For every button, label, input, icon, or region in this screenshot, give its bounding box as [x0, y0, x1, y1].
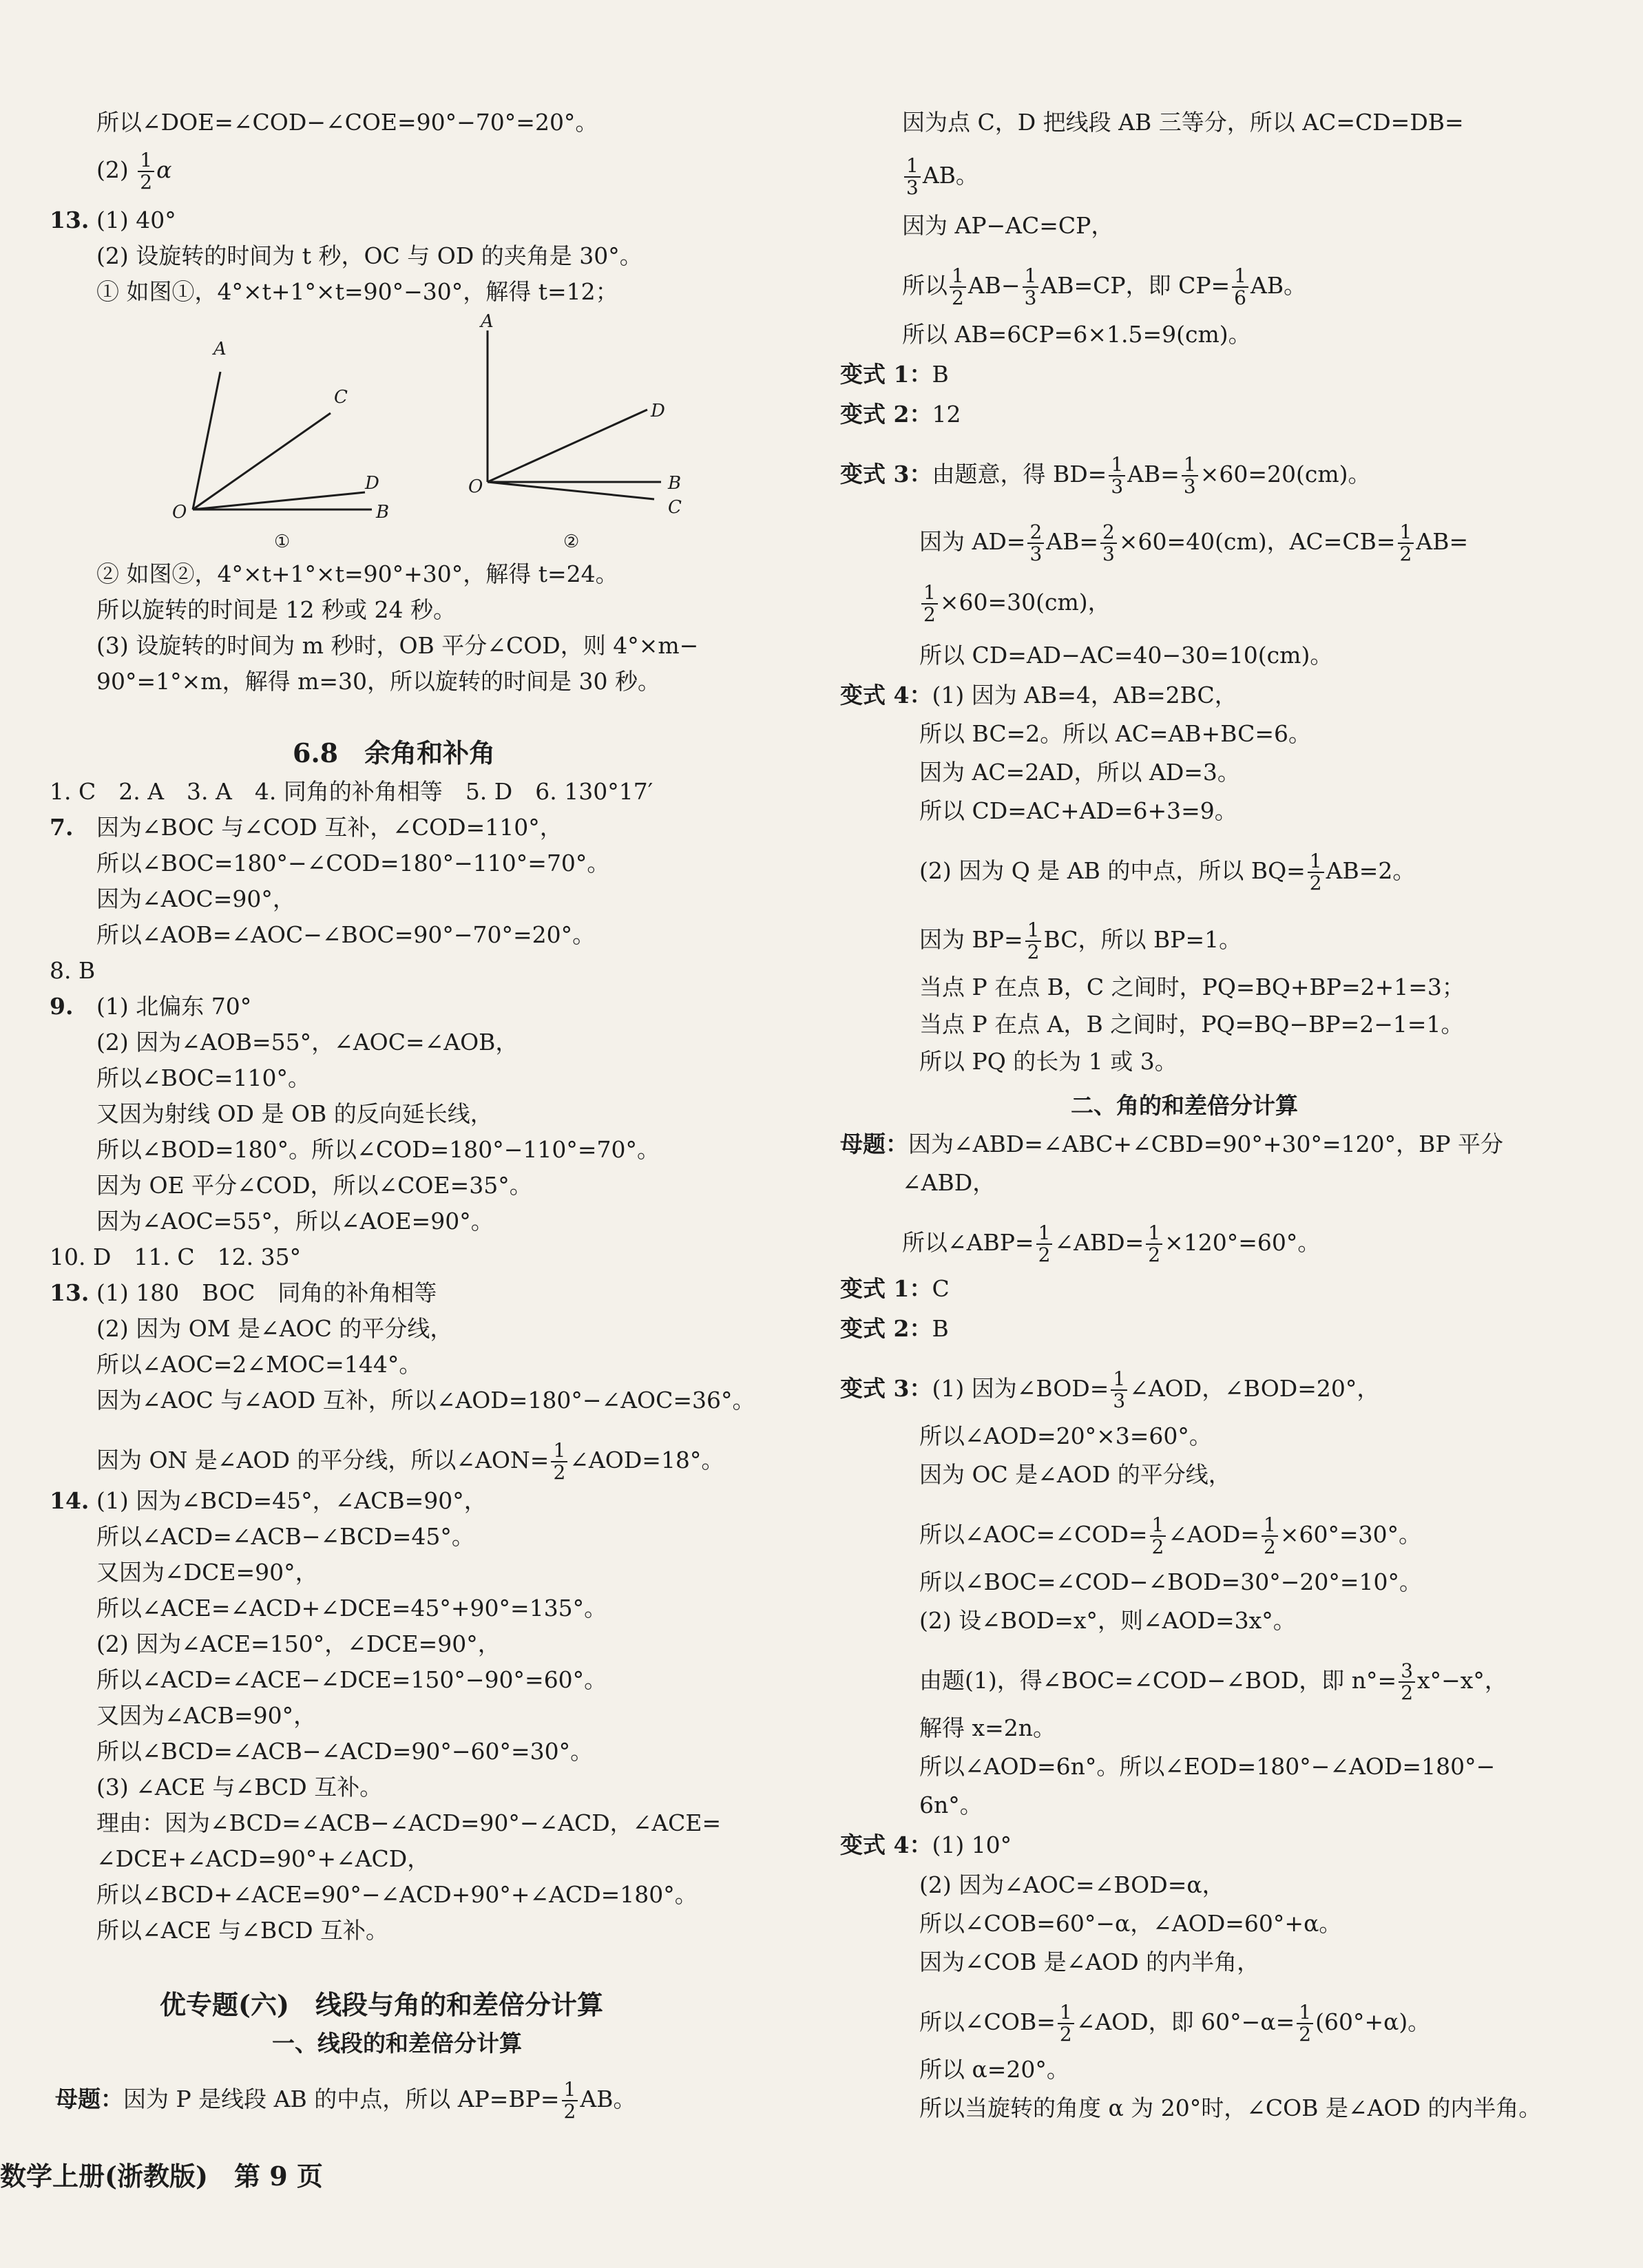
text-span: α — [156, 156, 172, 183]
text-line — [840, 1129, 1503, 1159]
text-line: (2) 因为∠AOB=55°，∠AOC=∠AOB， — [96, 1029, 519, 1056]
text-line: 所以∠AOB=∠AOC−∠BOC=90°−70°=20°。 — [96, 921, 596, 948]
denominator: 3 — [1102, 543, 1115, 565]
text-line: 又因为射线 OD 是 OB 的反向延长线， — [96, 1100, 493, 1127]
numerator: 1 — [950, 266, 966, 288]
text-line — [919, 851, 1415, 894]
numerator: 1 — [1262, 1515, 1278, 1537]
denominator: 6 — [1234, 286, 1246, 309]
numerator: 1 — [1058, 2002, 1074, 2024]
label: 变式 1： — [840, 1275, 932, 1302]
text-line: 10. D 11. C 12. 35° — [50, 1243, 302, 1270]
section-title: 优专题(六) 线段与角的和差倍分计算 — [160, 1989, 603, 2020]
text-span: AB。 — [580, 2086, 636, 2112]
text-line — [840, 1274, 950, 1304]
subsection-title: 一、线段的和差倍分计算 — [272, 2030, 522, 2057]
denominator: 2 — [952, 286, 964, 309]
text-span: BC，所以 BP=1。 — [1043, 926, 1242, 953]
text-line: 所以∠AOD=6n°。所以∠EOD=180°−∠AOD=180°− — [919, 1753, 1496, 1780]
numerator: 1 — [1023, 266, 1039, 288]
fraction — [1232, 266, 1248, 308]
text-span: 因为 ON 是∠AOD 的平分线，所以∠AON= — [96, 1447, 550, 1473]
numerator: 1 — [138, 150, 154, 172]
text-line — [902, 266, 1306, 308]
figure-1 — [158, 324, 434, 551]
text-span: AB=CP，即 CP= — [1040, 272, 1231, 299]
text-span: C — [932, 1275, 950, 1302]
text-line: 所以∠ACD=∠ACB−∠BCD=45°。 — [96, 1523, 474, 1550]
text-span: 因为∠ABD=∠ABC+∠CBD=90°+30°=120°，BP 平分 — [908, 1131, 1504, 1157]
text-line — [840, 680, 1237, 711]
text-line: 因为∠BOC 与∠COD 互补，∠COD=110°， — [96, 814, 563, 841]
text-line: ∠DCE+∠ACD=90°+∠ACD， — [96, 1845, 430, 1872]
numerator: 1 — [551, 1440, 567, 1462]
fraction — [562, 2079, 578, 2122]
text-span: (2) 因为 Q 是 AB 的中点，所以 BQ= — [919, 857, 1306, 884]
fraction — [1262, 1515, 1278, 1557]
subsection-title: 二、角的和差倍分计算 — [1071, 1092, 1298, 1119]
text-line: 又因为∠DCE=90°， — [96, 1559, 318, 1586]
numerator: 1 — [562, 2079, 578, 2101]
text-span: 因为 AD= — [919, 528, 1026, 555]
label-C: C — [334, 387, 348, 408]
fraction — [950, 266, 966, 308]
label-O: O — [172, 502, 187, 523]
fraction — [1398, 522, 1414, 565]
text-span: x°−x°， — [1417, 1667, 1507, 1694]
question-number: 7. — [50, 814, 74, 841]
label-A: A — [481, 313, 494, 332]
section-title: 6.8 余角和补角 — [293, 737, 496, 768]
page-footer: 数学上册(浙教版) 第 9 页 — [0, 2161, 323, 2192]
label: 变式 2： — [840, 401, 932, 428]
denominator: 2 — [553, 1461, 566, 1484]
denominator: 2 — [1038, 1243, 1051, 1266]
denominator: 3 — [1024, 286, 1037, 309]
text-line: 90°=1°×m，解得 m=30，所以旋转的时间是 30 秒。 — [96, 668, 660, 695]
denominator: 2 — [1309, 872, 1322, 894]
label-B: B — [668, 473, 682, 494]
label-O: O — [468, 476, 483, 497]
label-C: C — [668, 497, 682, 518]
label: 变式 2： — [840, 1315, 932, 1342]
text-span: ∠AOD= — [1168, 1521, 1259, 1548]
text-span: ×60=20(cm)。 — [1200, 461, 1371, 487]
text-span: 因为 P 是线段 AB 的中点，所以 AP=BP= — [123, 2086, 560, 2112]
label-D: D — [365, 473, 379, 494]
text-span: B — [932, 1315, 949, 1342]
fraction — [1023, 266, 1039, 308]
fraction — [921, 582, 938, 625]
denominator: 2 — [563, 2100, 576, 2123]
question-number: 13. — [50, 1279, 90, 1306]
text-span: 所以∠AOC=∠COD= — [919, 1521, 1148, 1548]
text-line: 所以旋转的时间是 12 秒或 24 秒。 — [96, 596, 456, 623]
text-span: 所以∠COB= — [919, 2008, 1056, 2035]
text-line: 1. C 2. A 3. A 4. 同角的补角相等 5. D 6. 130°17′ — [50, 778, 653, 805]
text-span: AB。 — [922, 162, 979, 189]
question-number: 9. — [50, 993, 74, 1020]
label: 母题： — [55, 2086, 123, 2112]
denominator: 2 — [1399, 543, 1412, 565]
denominator: 2 — [1148, 1243, 1161, 1266]
numerator: 1 — [1150, 1515, 1166, 1537]
fraction — [1058, 2002, 1074, 2045]
figure-caption: ① — [274, 532, 291, 551]
text-span: ∠ABD= — [1054, 1229, 1144, 1256]
text-line: (2) 设∠BOD=x°，则∠AOD=3x°。 — [919, 1607, 1296, 1634]
numerator: 1 — [1182, 454, 1198, 476]
text-line: 理由：因为∠BCD=∠ACB−∠ACD=90°−∠ACD，∠ACE= — [96, 1809, 722, 1836]
numerator: 1 — [1297, 2002, 1313, 2024]
text-line: 解得 x=2n。 — [919, 1714, 1056, 1741]
fraction — [138, 150, 154, 193]
fraction — [1111, 1369, 1127, 1411]
numerator: 1 — [1036, 1223, 1053, 1245]
text-span: ×60=40(cm)，AC=CB= — [1118, 528, 1396, 555]
text-line: 8. B — [50, 957, 96, 984]
figure-2 — [448, 313, 716, 551]
text-line: 所以当旋转的角度 α 为 20°时，∠COB 是∠AOD 的内半角。 — [919, 2094, 1542, 2121]
fraction — [1027, 522, 1044, 565]
text-line — [55, 2079, 636, 2122]
fraction — [551, 1440, 567, 1483]
text-span: ∠AOD，即 60°−α= — [1076, 2008, 1295, 2035]
text-span: 所以 — [902, 272, 948, 299]
numerator: 1 — [1232, 266, 1248, 288]
text-span: 因为 BP= — [919, 926, 1023, 953]
denominator: 3 — [906, 176, 919, 199]
numerator: 1 — [1111, 1369, 1127, 1391]
text-span: (60°+α)。 — [1315, 2008, 1431, 2035]
text-line — [840, 454, 1371, 497]
text-line: 当点 P 在点 A，B 之间时，PQ=BQ−BP=2−1=1。 — [919, 1011, 1464, 1038]
fraction — [1182, 454, 1198, 497]
text-line: 所以 PQ 的长为 1 或 3。 — [919, 1048, 1178, 1075]
question-number: 14. — [50, 1487, 90, 1514]
denominator: 2 — [1151, 1535, 1164, 1558]
text-line: 所以 CD=AC+AD=6+3=9。 — [919, 797, 1237, 824]
fraction — [1109, 454, 1125, 497]
text-span: 由题(1)，得∠BOC=∠COD−∠BOD，即 n°= — [919, 1667, 1397, 1694]
denominator: 2 — [1299, 2023, 1312, 2046]
text-line — [919, 1515, 1421, 1557]
fraction — [904, 156, 921, 198]
text-line — [840, 359, 949, 390]
text-span: ∠AOD，∠BOD=20°， — [1129, 1375, 1380, 1402]
denominator: 2 — [1059, 2023, 1072, 2046]
numerator: 3 — [1399, 1661, 1415, 1683]
text-line: 所以 CD=AD−AC=40−30=10(cm)。 — [919, 642, 1333, 669]
text-line: 因为∠COB 是∠AOD 的内半角， — [919, 1949, 1260, 1975]
text-span: 由题意，得 BD= — [932, 461, 1107, 487]
numerator: 1 — [1308, 851, 1324, 873]
text-line: ① 如图①，4°×t+1°×t=90°−30°，解得 t=12； — [96, 278, 618, 305]
text-line — [96, 150, 171, 193]
text-line: 所以 α=20°。 — [919, 2056, 1069, 2083]
text-span: AB=2。 — [1326, 857, 1416, 884]
label: 变式 4： — [840, 1831, 932, 1858]
text-span: (2) — [96, 156, 129, 183]
denominator: 3 — [1113, 1389, 1126, 1412]
text-line — [902, 156, 979, 198]
text-span: AB= — [1127, 461, 1180, 487]
text-line: (1) 北偏东 70° — [96, 993, 252, 1020]
text-line: 因为∠AOC 与∠AOD 互补，所以∠AOD=180°−∠AOC=36°。 — [96, 1387, 755, 1414]
text-line: ② 如图②，4°×t+1°×t=90°+30°，解得 t=24。 — [96, 560, 618, 587]
text-line: 所以∠DOE=∠COD−∠COE=90°−70°=20°。 — [96, 109, 598, 136]
text-line — [919, 522, 1468, 565]
text-line: (1) 40° — [96, 207, 176, 233]
label: 变式 4： — [840, 682, 932, 708]
text-line: 所以 AB=6CP=6×1.5=9(cm)。 — [902, 321, 1251, 348]
question-number: 13. — [50, 207, 90, 233]
text-line: (1) 180 BOC 同角的补角相等 — [96, 1279, 437, 1306]
text-line: 当点 P 在点 B，C 之间时，PQ=BQ+BP=2+1=3； — [919, 974, 1465, 1000]
text-span: ×60°=30°。 — [1279, 1521, 1422, 1548]
text-line: 因为∠AOC=90°， — [96, 885, 295, 912]
text-span: (1) 因为 AB=4，AB=2BC， — [932, 682, 1237, 708]
text-line: 所以∠BOD=180°。所以∠COD=180°−110°=70°。 — [96, 1136, 660, 1163]
label: 变式 3： — [840, 461, 932, 487]
numerator: 1 — [1146, 1223, 1162, 1245]
text-line: 所以∠AOC=2∠MOC=144°。 — [96, 1351, 422, 1378]
label: 变式 3： — [840, 1375, 932, 1402]
numerator: 1 — [904, 156, 921, 178]
text-line: 所以 BC=2。所以 AC=AB+BC=6。 — [919, 720, 1311, 747]
text-line — [919, 582, 1111, 625]
text-line: 所以∠ACE 与∠BCD 互补。 — [96, 1917, 389, 1944]
label-A: A — [213, 339, 227, 359]
fraction — [1399, 1661, 1415, 1703]
denominator: 3 — [1183, 475, 1196, 498]
text-span: ×120°=60°。 — [1164, 1229, 1321, 1256]
text-line: 所以∠COB=60°−α，∠AOD=60°+α。 — [919, 1910, 1342, 1937]
text-line: 所以∠ACD=∠ACE−∠DCE=150°−90°=60°。 — [96, 1666, 607, 1693]
text-line: 因为 OC 是∠AOD 的平分线， — [919, 1461, 1231, 1488]
text-line: 因为点 C，D 把线段 AB 三等分，所以 AC=CD=DB= — [902, 109, 1464, 136]
label-D: D — [651, 401, 665, 421]
text-span: AB= — [1416, 528, 1469, 555]
fraction — [1297, 2002, 1313, 2045]
text-span: B — [932, 361, 949, 388]
text-line: ∠ABD， — [902, 1169, 996, 1196]
numerator: 2 — [1100, 522, 1117, 544]
text-line — [96, 1440, 724, 1483]
text-line — [840, 1314, 949, 1344]
text-line — [840, 1369, 1379, 1411]
text-line: 6n°。 — [919, 1792, 983, 1818]
denominator: 2 — [923, 603, 936, 626]
denominator: 2 — [1027, 941, 1040, 963]
text-line — [840, 1830, 1012, 1860]
fraction — [1100, 522, 1117, 565]
denominator: 2 — [1401, 1681, 1414, 1704]
numerator: 1 — [1398, 522, 1414, 544]
text-span: ×60=30(cm)， — [939, 589, 1111, 616]
text-line: 因为 OE 平分∠COD，所以∠COE=35°。 — [96, 1172, 532, 1199]
text-span: (1) 10° — [932, 1831, 1012, 1858]
numerator: 1 — [921, 582, 938, 605]
text-line: (3) 设旋转的时间为 m 秒时，OB 平分∠COD，则 4°×m− — [96, 632, 699, 659]
text-line: 所以∠BCD+∠ACE=90°−∠ACD+90°+∠ACD=180°。 — [96, 1881, 698, 1908]
text-span: 12 — [932, 401, 961, 428]
text-span: AB= — [1046, 528, 1098, 555]
fraction — [1146, 1223, 1162, 1266]
text-span: AB− — [967, 272, 1021, 299]
text-line: 所以∠BOC=180°−∠COD=180°−110°=70°。 — [96, 850, 610, 876]
denominator: 2 — [140, 171, 153, 193]
text-line: (2) 因为∠ACE=150°，∠DCE=90°， — [96, 1630, 501, 1657]
fraction — [1150, 1515, 1166, 1557]
denominator: 3 — [1111, 475, 1124, 498]
text-line: (2) 设旋转的时间为 t 秒，OC 与 OD 的夹角是 30°。 — [96, 242, 642, 269]
numerator: 1 — [1025, 920, 1042, 942]
fraction — [1308, 851, 1324, 894]
figure-caption: ② — [563, 532, 580, 551]
text-line: (1) 因为∠BCD=45°，∠ACB=90°， — [96, 1487, 487, 1514]
text-span: 所以∠ABP= — [902, 1229, 1034, 1256]
denominator: 3 — [1029, 543, 1043, 565]
fraction — [1036, 1223, 1053, 1266]
text-line — [919, 1661, 1507, 1703]
text-line — [902, 1223, 1320, 1266]
numerator: 2 — [1027, 522, 1044, 544]
text-line: 因为∠AOC=55°，所以∠AOE=90°。 — [96, 1208, 494, 1235]
text-line: 因为 AP−AC=CP， — [902, 212, 1114, 239]
text-line: 所以∠BOC=110°。 — [96, 1064, 311, 1091]
text-line: (2) 因为∠AOC=∠BOD=α， — [919, 1871, 1225, 1898]
text-span: ∠AOD=18°。 — [569, 1447, 724, 1473]
text-line: (3) ∠ACE 与∠BCD 互补。 — [96, 1774, 383, 1800]
numerator: 1 — [1109, 454, 1125, 476]
text-line: 又因为∠ACB=90°， — [96, 1702, 317, 1729]
text-line: (2) 因为 OM 是∠AOC 的平分线， — [96, 1315, 453, 1342]
text-line: 所以∠AOD=20°×3=60°。 — [919, 1422, 1212, 1449]
text-line: 因为 AC=2AD，所以 AD=3。 — [919, 759, 1240, 786]
label: 母题： — [840, 1131, 908, 1157]
text-line: 所以∠ACE=∠ACD+∠DCE=45°+90°=135°。 — [96, 1595, 607, 1621]
text-span: AB。 — [1250, 272, 1307, 299]
fraction — [1025, 920, 1042, 963]
label-B: B — [376, 502, 390, 523]
text-line: 所以∠BOC=∠COD−∠BOD=30°−20°=10°。 — [919, 1568, 1422, 1595]
text-span: (1) 因为∠BOD= — [932, 1375, 1109, 1402]
text-line — [840, 399, 961, 430]
denominator: 2 — [1263, 1535, 1276, 1558]
text-line: 所以∠BCD=∠ACB−∠ACD=90°−60°=30°。 — [96, 1738, 594, 1765]
text-line — [919, 920, 1242, 963]
label: 变式 1： — [840, 361, 932, 388]
text-line — [919, 2002, 1430, 2045]
